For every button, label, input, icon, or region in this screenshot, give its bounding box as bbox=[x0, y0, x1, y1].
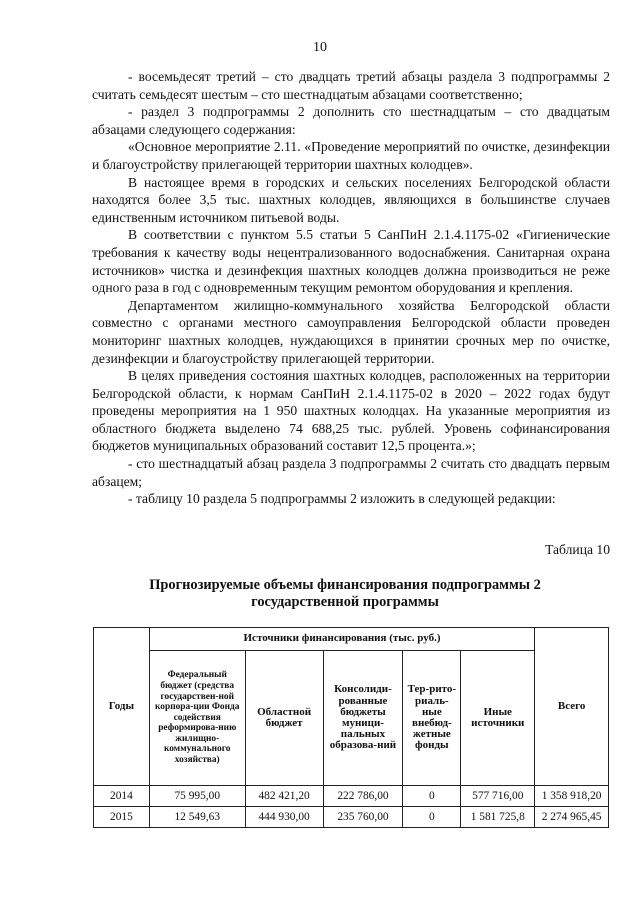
cell-federal: 12 549,63 bbox=[149, 807, 245, 828]
table-row bbox=[94, 786, 609, 807]
cell-municipal: 235 760,00 bbox=[323, 807, 403, 828]
header-sources: Источники финансирования (тыс. руб.) bbox=[149, 628, 534, 651]
cell-total: 1 358 918,20 bbox=[535, 786, 609, 807]
header-other: Иные источники bbox=[461, 651, 535, 786]
paragraph: В соответствии с пунктом 5.5 статьи 5 СанПиН 2.1.4.1175-02 «Гигиенические требования к качеству воды нецентрализованного водоснабжения. Санитарная охрана источников» чистка и дезинфекция шахтных колодцев должна производиться не реже одного раза в год с одновременным текущим ремонтом оборудования и крепления. bbox=[92, 227, 610, 296]
cell-other: 1 581 725,8 bbox=[461, 807, 535, 828]
header-funds: Тер-рито-риаль-ные внебюд-жетные фонды bbox=[403, 651, 461, 786]
financing-table bbox=[93, 627, 609, 828]
cell-year: 2014 bbox=[94, 786, 150, 807]
paragraph: - таблицу 10 раздела 5 подпрограммы 2 изложить в следующей редакции: bbox=[128, 491, 556, 507]
cell-federal: 75 995,00 bbox=[149, 786, 245, 807]
table-label: Таблица 10 bbox=[545, 542, 610, 557]
paragraph: Департаментом жилищно-коммунального хозяйства Белгородской области совместно с органами местного самоуправления Белгородской области проведен мониторинг шахтных колодцев, нуждающихся в принятии срочных мер по очистке, дезинфекции и благоустройству прилегающей территории. bbox=[92, 297, 610, 366]
header-federal: Федеральный бюджет (средства государствен-ной корпора-ции Фонда содействия реформирова-нию жилищно-коммунального хозяйства) bbox=[149, 651, 245, 786]
cell-other: 577 716,00 bbox=[461, 786, 535, 807]
header-municipal: Консолиди-рованные бюджеты муници-пальных образова-ний bbox=[323, 651, 403, 786]
header-regional: Областной бюджет bbox=[245, 651, 323, 786]
paragraph: - раздел 3 подпрограммы 2 дополнить сто шестнадцатым – сто двадцатым абзацами следующего содержания: bbox=[92, 104, 610, 137]
paragraph: В целях приведения состояния шахтных колодцев, расположенных на территории Белгородской области, к нормам СанПиН 2.1.4.1175-02 в 2020 – 2022 годах будут проведены мероприятия на 1 950 шахтных колодцах. На указанные мероприятия из областного бюджета выделено 74 688,25 тыс. рублей. Уровень софинансирования бюджетов муниципальных образований составит 12,5 процента.»; bbox=[92, 368, 610, 454]
cell-regional: 482 421,20 bbox=[245, 786, 323, 807]
paragraph: «Основное мероприятие 2.11. «Проведение мероприятий по очистке, дезинфекции и благоустройству прилегающей территории шахтных колодцев». bbox=[92, 139, 610, 172]
cell-total: 2 274 965,45 bbox=[535, 807, 609, 828]
paragraph: В настоящее время в городских и сельских поселениях Белгородской области находятся более 3,5 тыс. шахтных колодцев, являющихся в большинстве случаев единственным источником питьевой воды. bbox=[92, 174, 610, 225]
cell-funds: 0 bbox=[403, 786, 461, 807]
header-total: Всего bbox=[535, 628, 609, 786]
table-subheader-row bbox=[94, 651, 609, 786]
paragraph: - восемьдесят третий – сто двадцать третий абзацы раздела 3 подпрограммы 2 считать семьдесят шестым – сто шестнадцатым абзацами соответственно; bbox=[92, 69, 610, 102]
cell-municipal: 222 786,00 bbox=[323, 786, 403, 807]
table-row bbox=[94, 807, 609, 828]
paragraph: - сто шестнадцатый абзац раздела 3 подпрограммы 2 считать сто двадцать первым абзацем; bbox=[92, 456, 610, 489]
cell-regional: 444 930,00 bbox=[245, 807, 323, 828]
cell-funds: 0 bbox=[403, 807, 461, 828]
header-years: Годы bbox=[94, 628, 150, 786]
page-number: 10 bbox=[313, 40, 327, 55]
table-header-row bbox=[94, 628, 609, 651]
body-text bbox=[92, 68, 610, 508]
table-title: Прогнозируемые объемы финансирования подпрограммы 2 государственной программы bbox=[149, 577, 541, 610]
cell-year: 2015 bbox=[94, 807, 150, 828]
